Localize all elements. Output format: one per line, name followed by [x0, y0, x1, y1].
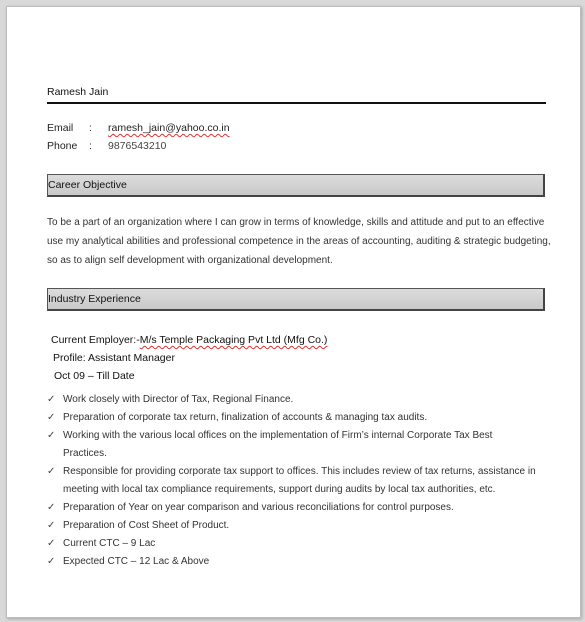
- list-item: ✓ Preparation of corporate tax return, finalization of accounts & managing tax audits.: [47, 409, 567, 427]
- checkmark-icon: ✓: [47, 412, 56, 423]
- employer-name: M/s Temple Packaging Pvt Ltd (Mfg Co.): [139, 334, 328, 346]
- list-item: ✓ Preparation of Cost Sheet of Product.: [47, 517, 567, 535]
- email-label: Email: [47, 122, 74, 134]
- employer-label: Current Employer:-: [51, 334, 140, 346]
- checkmark-icon: ✓: [47, 430, 56, 441]
- checkmark-icon: ✓: [47, 520, 56, 531]
- header-divider: [47, 102, 546, 104]
- resume-page: [6, 6, 581, 618]
- checkmark-icon: ✓: [47, 394, 56, 405]
- list-item: ✓ Current CTC – 9 Lac: [47, 535, 567, 553]
- list-item: ✓ Working with the various local offices on the implementation of Firm’s internal Corporate Tax Best Practices.: [47, 427, 567, 463]
- list-item: ✓ Work closely with Director of Tax, Regional Finance.: [47, 391, 567, 409]
- period-line: Oct 09 – Till Date: [54, 370, 135, 382]
- email-row: [47, 122, 230, 134]
- candidate-name: Ramesh Jain: [47, 86, 109, 98]
- industry-experience-heading: Industry Experience: [47, 288, 545, 311]
- checkmark-icon: ✓: [47, 538, 56, 549]
- checkmark-icon: ✓: [47, 556, 56, 567]
- phone-label: Phone: [47, 140, 78, 152]
- current-employer: [51, 334, 327, 346]
- profile-line: Profile: Assistant Manager: [53, 352, 175, 364]
- list-item: ✓ Responsible for providing corporate tax support to offices. This includes review of tax returns, assistance in meeting with local tax compliance requirements, support during audits by local tax authorities, etc.: [47, 463, 567, 499]
- list-item: ✓ Expected CTC – 12 Lac & Above: [47, 553, 567, 571]
- phone-separator: :: [89, 140, 92, 152]
- phone-row: [47, 140, 166, 152]
- duties-list: [47, 391, 567, 571]
- checkmark-icon: ✓: [47, 466, 56, 477]
- email-separator: :: [89, 122, 92, 134]
- email-value[interactable]: ramesh_jain@yahoo.co.in: [108, 122, 230, 134]
- checkmark-icon: ✓: [47, 502, 56, 513]
- phone-value: 9876543210: [108, 140, 167, 152]
- list-item: ✓ Preparation of Year on year comparison and various reconciliations for control purposes.: [47, 499, 567, 517]
- career-objective-heading: Career Objective: [47, 174, 545, 197]
- career-objective-text: To be a part of an organization where I can grow in terms of knowledge, skills and attitude and put to an effective use my analytical abilities and professional competence in the areas of accounting, auditing & strategic budgeting, so as to align self development with organizational development.: [47, 217, 551, 266]
